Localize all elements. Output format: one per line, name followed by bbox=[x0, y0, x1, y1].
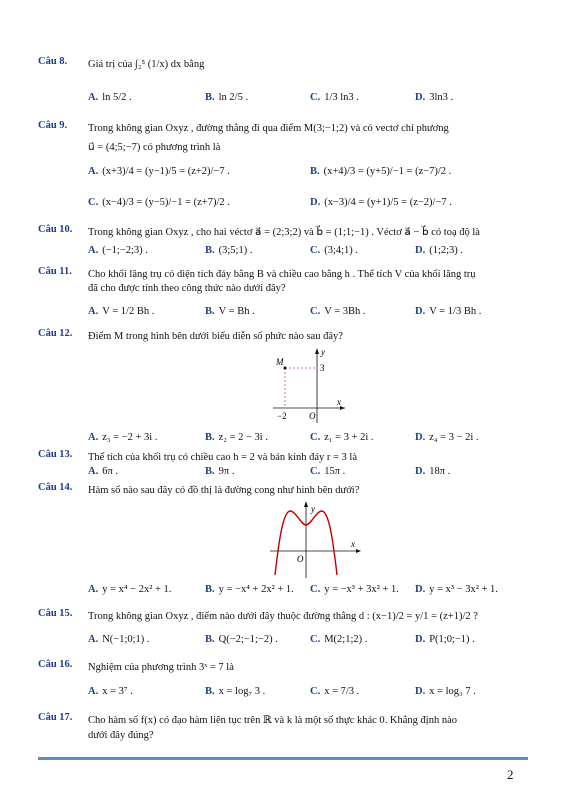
option-a: A. 6π . bbox=[88, 466, 119, 477]
label-origin: O bbox=[297, 554, 304, 564]
question-text: Hàm số nào sau đây có đồ thị là đường cong như hình bên dưới? bbox=[88, 485, 360, 496]
option-b: B. (3;5;1) . bbox=[205, 245, 253, 256]
question-text-cont: dưới đây đúng? bbox=[88, 730, 154, 741]
question-label: Câu 11. bbox=[38, 266, 72, 277]
question-text: Trong không gian Oxyz , cho hai véctơ a⃗ = (2;3;2) và b⃗ = (1;1;−1) . Véctơ a⃗ − b⃗ có toạ độ là bbox=[88, 227, 480, 238]
option-a: A. (−1;−2;3) . bbox=[88, 245, 148, 256]
question-text: Điểm M trong hình bên dưới biểu diễn số phức nào sau đây? bbox=[88, 331, 343, 342]
label-3: 3 bbox=[320, 363, 325, 373]
label-origin: O bbox=[309, 411, 316, 421]
option-a: A. V = 1/2 Bh . bbox=[88, 306, 155, 317]
option-c: C. V = 3Bh . bbox=[310, 306, 366, 317]
option-a: A. y = x⁴ − 2x² + 1. bbox=[88, 584, 172, 595]
option-c: C. z₁ = 3 + 2i . bbox=[310, 432, 374, 443]
label-y: y bbox=[311, 504, 315, 514]
label-y: y bbox=[321, 347, 325, 357]
function-graph-figure bbox=[265, 500, 365, 580]
question-label: Câu 16. bbox=[38, 659, 73, 670]
option-b: B. 9π . bbox=[205, 466, 235, 477]
option-b: B. x = log₇ 3 . bbox=[205, 686, 266, 697]
label-x: x bbox=[337, 397, 341, 407]
option-a: A. x = 3⁷ . bbox=[88, 686, 133, 697]
question-label: Câu 10. bbox=[38, 224, 73, 235]
question-label: Câu 8. bbox=[38, 56, 68, 67]
option-d: D. (1;2;3) . bbox=[415, 245, 464, 256]
label-x: x bbox=[351, 539, 355, 549]
page-number: 2 bbox=[507, 767, 514, 782]
question-text: Cho hàm số f(x) có đạo hàm liên tục trên ℝ và k là một số thực khác 0. Khẳng định nào bbox=[88, 715, 457, 726]
complex-plane-figure bbox=[265, 345, 350, 425]
option-d: D. z₄ = 3 − 2i . bbox=[415, 432, 479, 443]
question-text-cont: u⃗ = (4;5;−7) có phương trình là bbox=[88, 142, 221, 153]
question-text-cont: đã cho được tính theo công thức nào dưới đây? bbox=[88, 283, 286, 294]
option-d: D. P(1;0;−1) . bbox=[415, 634, 475, 645]
option-a: A. (x+3)/4 = (y−1)/5 = (z+2)/−7 . bbox=[88, 166, 230, 177]
question-label: Câu 15. bbox=[38, 608, 73, 619]
option-c: C. y = −x³ + 3x² + 1. bbox=[310, 584, 399, 595]
footer-rule bbox=[38, 757, 528, 760]
option-b: B. y = −x⁴ + 2x² + 1. bbox=[205, 584, 294, 595]
label-neg2: −2 bbox=[277, 411, 287, 421]
question-label: Câu 17. bbox=[38, 712, 73, 723]
option-a: A. ln 5/2 . bbox=[88, 92, 132, 103]
option-b: B. (x+4)/3 = (y+5)/−1 = (z−7)/2 . bbox=[310, 166, 452, 177]
option-d: D. 18π . bbox=[415, 466, 451, 477]
option-c: C. (x−4)/3 = (y−5)/−1 = (z+7)/2 . bbox=[88, 197, 230, 208]
option-d: D. V = 1/3 Bh . bbox=[415, 306, 482, 317]
question-text: Cho khối lăng trụ có diện tích đáy bằng B và chiều cao bằng h . Thể tích V của khối lăng trụ bbox=[88, 269, 476, 280]
option-c: C. x = 7/3 . bbox=[310, 686, 360, 697]
question-text: Nghiệm của phương trình 3ˣ = 7 là bbox=[88, 662, 234, 673]
option-c: C. 1/3 ln3 . bbox=[310, 92, 359, 103]
x-axis-arrow bbox=[356, 549, 361, 553]
question-text: Trong không gian Oxyz , điểm nào dưới đây thuộc đường thẳng d : (x−1)/2 = y/1 = (z+1)/2 ? bbox=[88, 611, 478, 622]
question-label: Câu 14. bbox=[38, 482, 73, 493]
y-axis-arrow bbox=[304, 501, 308, 507]
question-text: Giá trị của ∫₂⁵ (1/x) dx bằng bbox=[88, 59, 205, 70]
option-b: B. Q(−2;−1;−2) . bbox=[205, 634, 278, 645]
option-d: D. (x−3)/4 = (y+1)/5 = (z−2)/−7 . bbox=[310, 197, 452, 208]
point-m bbox=[284, 367, 287, 370]
question-text: Trong không gian Oxyz , đường thẳng đi qua điểm M(3;−1;2) và có vectơ chỉ phương bbox=[88, 123, 449, 134]
option-c: C. (3;4;1) . bbox=[310, 245, 359, 256]
option-b: B. V = Bh . bbox=[205, 306, 255, 317]
option-b: B. ln 2/5 . bbox=[205, 92, 249, 103]
label-m: M bbox=[276, 357, 284, 367]
question-label: Câu 13. bbox=[38, 449, 73, 460]
question-label: Câu 9. bbox=[38, 120, 68, 131]
option-a: A. z₃ = −2 + 3i . bbox=[88, 432, 158, 443]
option-b: B. z₂ = 2 − 3i . bbox=[205, 432, 268, 443]
question-label: Câu 12. bbox=[38, 328, 73, 339]
option-d: D. x = log₃ 7 . bbox=[415, 686, 476, 697]
question-text: Thể tích của khối trụ có chiều cao h = 2 và bán kính đáy r = 3 là bbox=[88, 452, 358, 463]
option-c: C. M(2;1;2) . bbox=[310, 634, 368, 645]
option-a: A. N(−1;0;1) . bbox=[88, 634, 150, 645]
option-c: C. 15π . bbox=[310, 466, 346, 477]
option-d: D. y = x³ − 3x² + 1. bbox=[415, 584, 498, 595]
option-d: D. 3ln3 . bbox=[415, 92, 454, 103]
y-axis-arrow bbox=[315, 348, 319, 354]
